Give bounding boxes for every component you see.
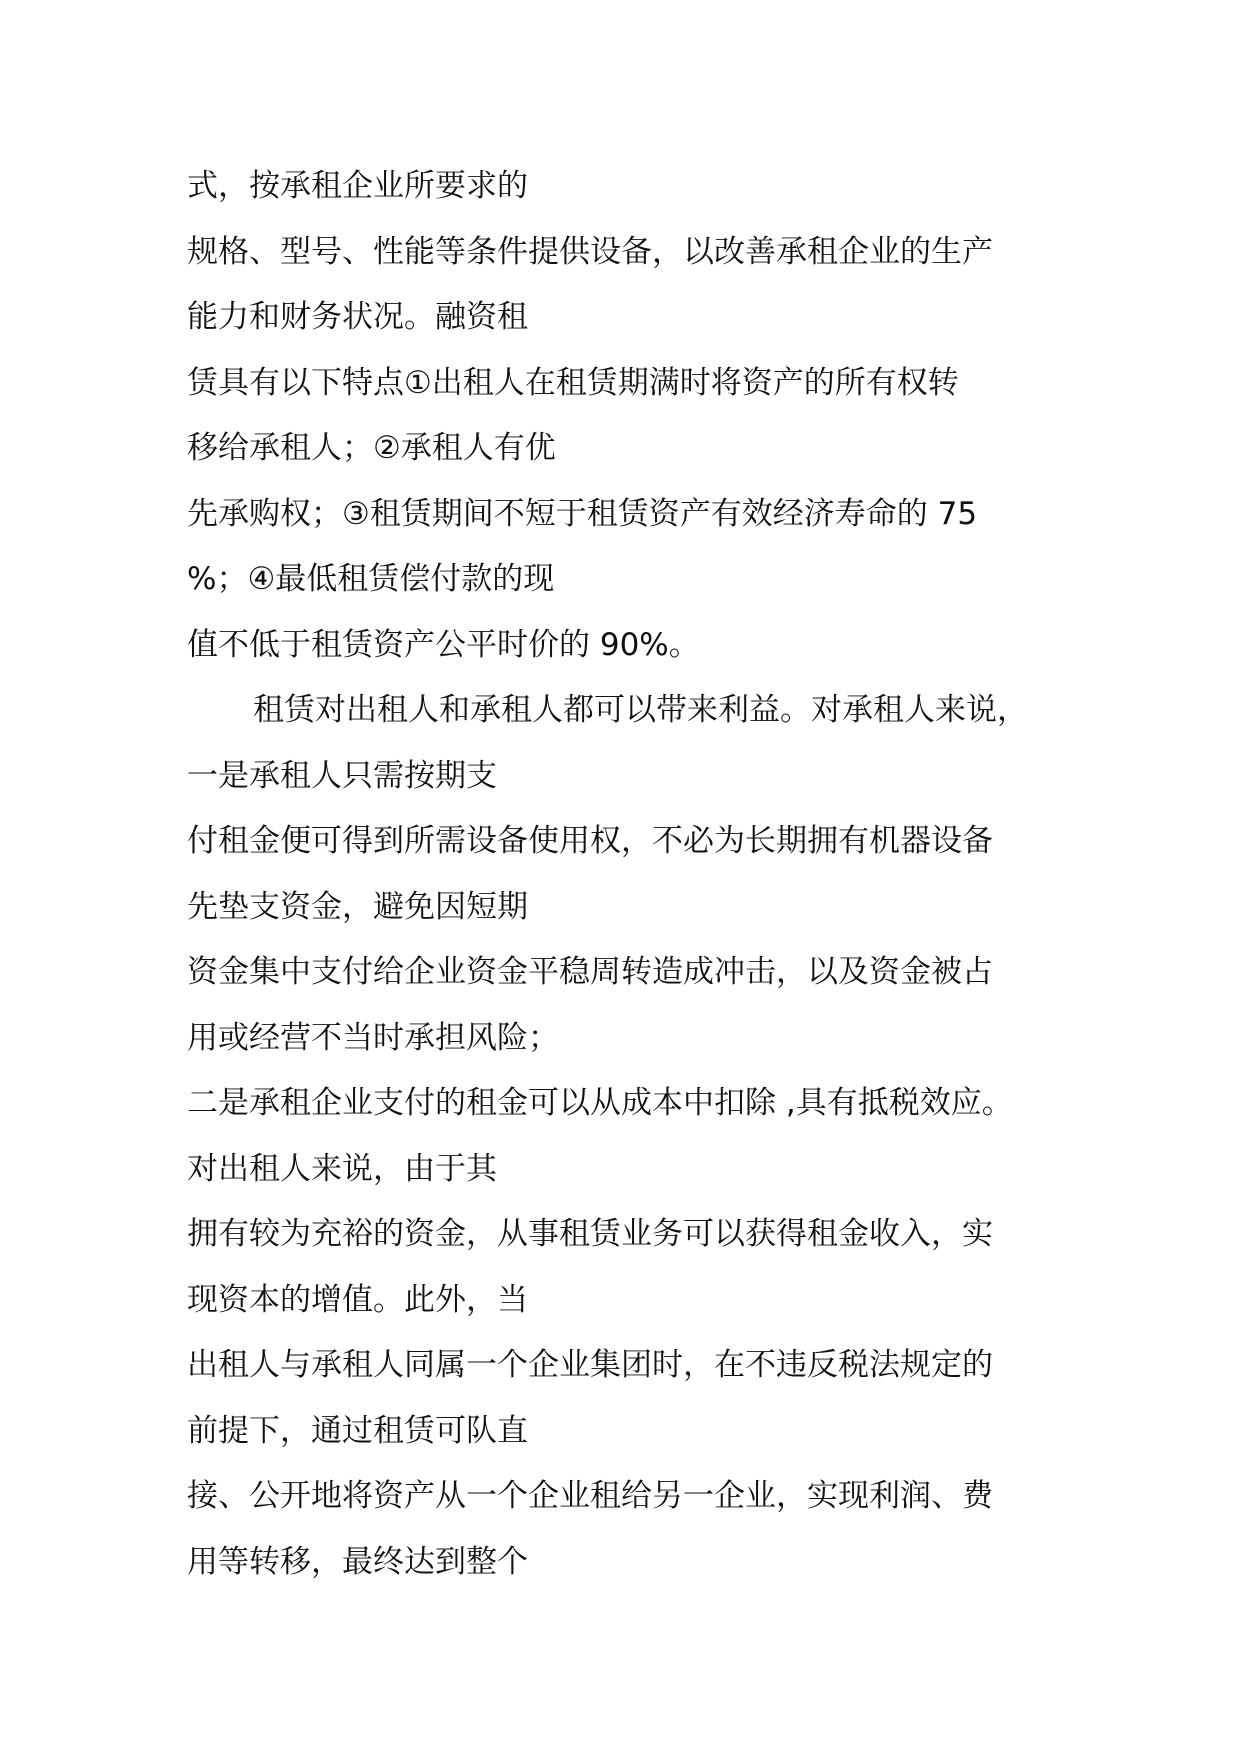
text-line: 赁具有以下特点①出租人在租赁期满时将资产的所有权转	[187, 364, 959, 401]
text-line: 能力和财务状况。融资租	[187, 299, 528, 335]
text-line: 现资本的增值。此外，当	[187, 1281, 528, 1318]
text-line: %；④最低租赁偿付款的现	[187, 561, 555, 597]
text-line: 付租金便可得到所需设备使用权，不必为长期拥有机器设备	[187, 823, 993, 859]
text-line: 移给承租人；②承租人有优	[187, 430, 556, 466]
body-text	[187, 159, 1107, 1600]
text-line: 先垫支资金，避免因短期	[187, 888, 528, 925]
text-line: 用或经营不当时承担风险；	[187, 1019, 559, 1056]
text-line: 二是承租企业支付的租金可以从成本中扣除 ,具有抵税效应。	[187, 1085, 1013, 1121]
text-line: 拥有较为充裕的资金，从事租赁业务可以获得租金收入，实	[187, 1216, 993, 1252]
text-line: 出租人与承租人同属一个企业集团时，在不违反税法规定的	[187, 1347, 993, 1383]
text-line: 接、公开地将资产从一个企业租给另一企业，实现利润、费	[187, 1478, 993, 1514]
text-line: 先承购权；③租赁期间不短于租赁资产有效经济寿命的 75	[187, 495, 978, 532]
text-line: 一是承租人只需按期支	[187, 757, 497, 794]
paragraph-first-line: 租赁对出租人和承租人都可以带来利益。对承租人来说，	[253, 692, 1028, 728]
text-line: 对出租人来说，由于其	[187, 1150, 497, 1187]
text-line: 式，按承租企业所要求的	[187, 168, 528, 204]
text-line: 前提下，通过租赁可队直	[187, 1412, 528, 1449]
text-line: 资金集中支付给企业资金平稳周转造成冲击，以及资金被占	[187, 954, 993, 990]
text-line: 值不低于租赁资产公平时价的 90%。	[187, 626, 700, 663]
text-line: 用等转移，最终达到整个	[187, 1543, 528, 1580]
text-line: 规格、型号、性能等条件提供设备，以改善承租企业的生产	[187, 233, 993, 270]
